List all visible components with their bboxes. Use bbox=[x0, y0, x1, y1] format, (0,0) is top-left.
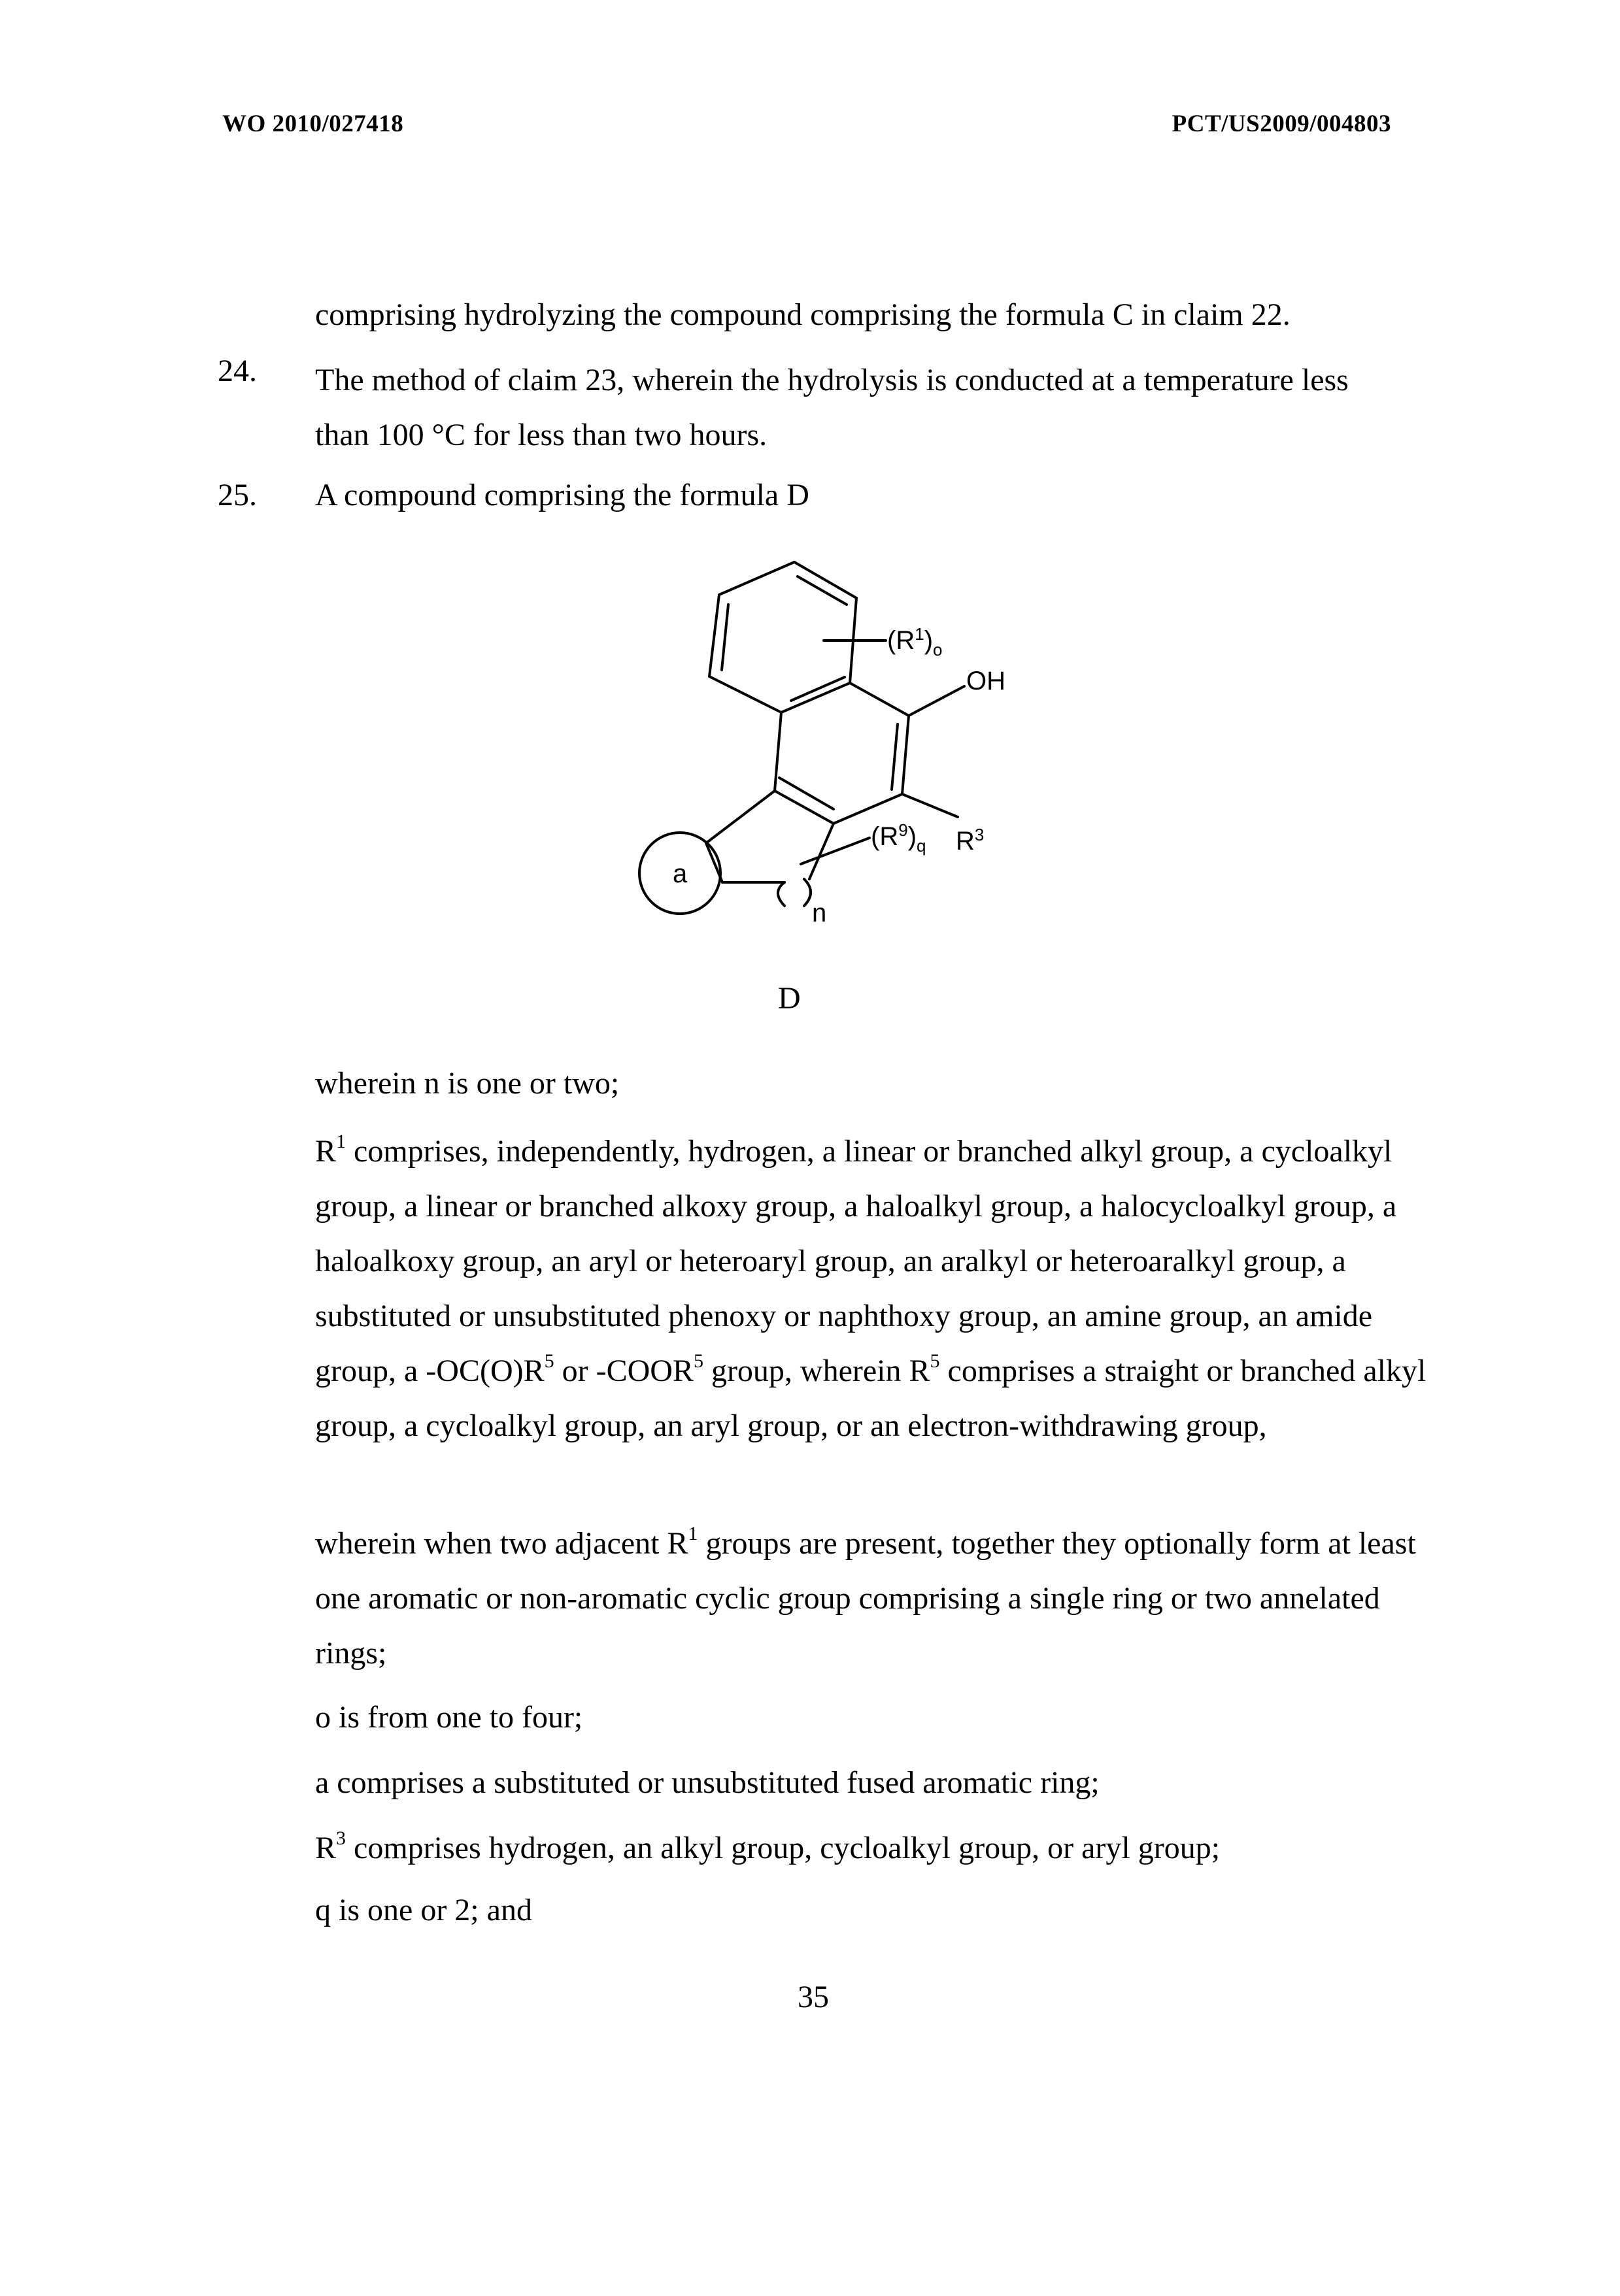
a-definition: a comprises a substituted or unsubstituted fused aromatic ring; bbox=[315, 1765, 1100, 1800]
r1-definition: $R^1$ comprises, independently, hydrogen, a linear or branched alkyl group, a cycloalkyl group, a linear or branched alkoxy group, a haloalkyl group, a halocycloalkyl group, a haloalkoxy group, an aryl or heteroaryl group, an aralkyl or heteroaralkyl group, a substituted or unsubstituted phenoxy or naphthoxy group, an amine group, an amide group, a $-OC(O)R^5$ or -COOR$^5$ group, wherein $R^5$ comprises a straight or branched alkyl group, a cycloalkyl group, an aryl group, or an electron-withdrawing group, bbox=[315, 1131, 1426, 1443]
q-definition: q is one or 2; and bbox=[315, 1893, 532, 1927]
ring-a-label: a bbox=[673, 859, 688, 888]
claim-23-continuation: comprising hydrolyzing the compound comprising the formula C in claim 22. bbox=[315, 297, 1291, 332]
o-definition: o is from one to four; bbox=[315, 1700, 583, 1735]
oh-label: OH bbox=[966, 667, 1005, 695]
formula-d-structure bbox=[588, 542, 1111, 987]
r9-label: $(R^9)_q$ bbox=[871, 820, 926, 856]
claim-25-text: A compound comprising the formula D bbox=[315, 478, 809, 512]
claim-25-number: 25. bbox=[218, 478, 257, 512]
adjacent-r1-definition: wherein when two adjacent $R^1$ groups are present, together they optionally form at least one aromatic or non-aromatic cyclic group comprising a single ring or two annelated rings; bbox=[315, 1523, 1416, 1671]
claim-24-number: 24. bbox=[218, 354, 257, 388]
r1-label: $(R^1)_o$ bbox=[887, 624, 943, 659]
r3-definition: $R^3$ comprises hydrogen, an alkyl group, cycloalkyl group, or aryl group; bbox=[315, 1827, 1221, 1865]
page-number: 35 bbox=[798, 1980, 829, 2014]
claim-24-text: The method of claim 23, wherein the hydrolysis is conducted at a temperature less than 100 °C for less than two hours. bbox=[315, 363, 1349, 452]
n-definition: wherein n is one or two; bbox=[315, 1066, 620, 1101]
publication-number: WO 2010/027418 bbox=[222, 110, 404, 137]
compound-label: D bbox=[778, 981, 801, 1016]
r3-label: $R^3$ bbox=[956, 825, 985, 856]
application-number: PCT/US2009/004803 bbox=[1172, 110, 1391, 137]
n-label: n bbox=[812, 899, 827, 927]
